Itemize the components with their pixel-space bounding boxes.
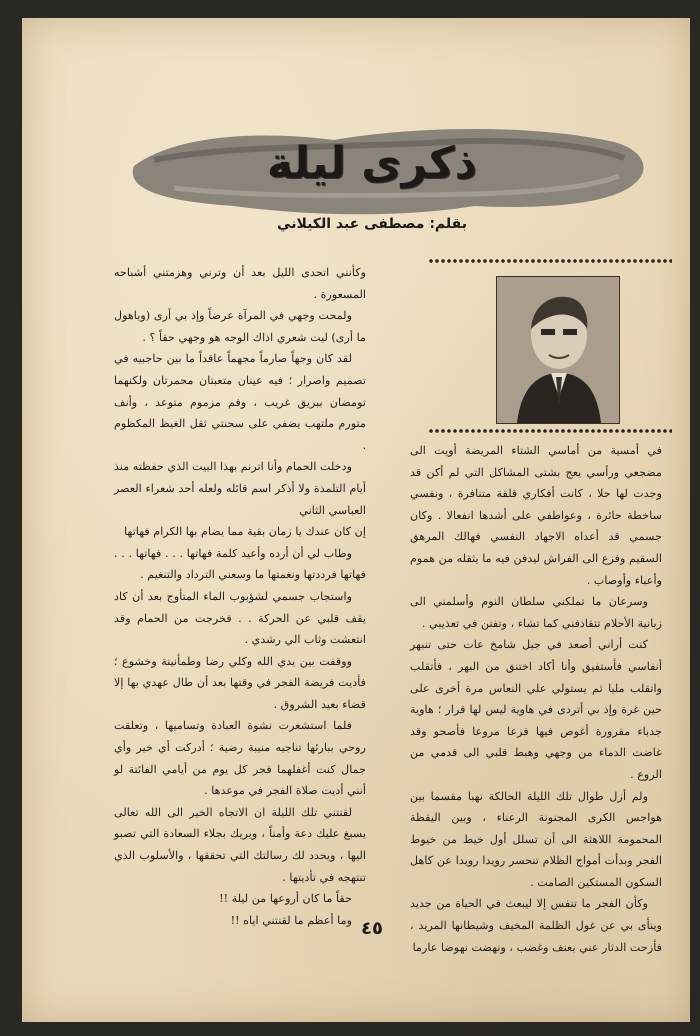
paragraph: وطاب لي أن أرده وأعيد كلمة فهاتها . . . فهاتها . . . فهاتها فرددتها ونغمتها ما وسعني الترداد والتنغيم .	[114, 546, 366, 582]
page-number: ٤٥	[361, 918, 383, 939]
paragraph: لقنتني تلك الليلة ان الاتجاه الخير الى الله تعالى يسبغ عليك دعة وأمناً ، ويريك بجلاء السعادة التي تصبو اليها ، ويحدد لك رسالتك التي تحققها ، والأسلوب الذي تنتهجه في تأديتها .	[114, 805, 366, 884]
paragraph: وكأنني اتحدى الليل بعد أن وترني وهزمتني أشباحه المسعورة .	[114, 266, 366, 301]
paragraph: لقد كان وجهاً صارماً مجهماً عاقداً ما بين حاجبيه في تصميم واصرار ؛ فيه عينان متعبتان محمرتان ولكنهما تومضان ببريق غريب ، وفم مزموم متوعد ، وأنف متورم ملتهب يضفي على سحنتي ثقل الغيظ المكظوم .	[114, 352, 366, 452]
paragraph: في أمسية من أماسي الشتاء المريضة أويت الى مضجعي ورأسي يعج بشتى المشاكل التي لم أكن قد وجدت لها حلا ، كانت أفكاري قلقة متنافرة ، ونفسي ساخطة حائرة ، وعواطفي على أشدها انفعالا . وكان جسمي قد أعداه الاجهاد النفسي فهالك المرهق السقيم وفزع الى الفراش ليدفن فيه ما يثقله من هموم وأعباء وأوصاب .	[410, 444, 662, 587]
magazine-page	[22, 18, 690, 1022]
paragraph: فلما استشعرت نشوة العبادة وتساميها ، وتعلقت روحي ببارئها تناجيه منيبة رضية ؛ أدركت أي خير وأي جمال كنت أغفلهما فجر كل يوم من أيامي الفائتة لو أنني أديت صلاة الفجر في موعدها .	[114, 719, 366, 798]
right-text-column	[410, 440, 662, 958]
author-portrait	[496, 276, 620, 424]
paragraph: كنت أراني أصعد في جبل شامخ عات حتى تنبهر أنفاسي فأستفيق وأنا أكاد اختنق من البهر ، فأتقلب واتقلب مليا ثم يستولي علي النعاس مرة أخرى على حين غرة وإذ بي أتردى في هاوية ليس لها قرار ؛ هاوية جدباء مقرورة أغوص فيها فزعا مروعا فأصحو وقد غاضت الدماء من وجهي وهبط قلبي الى قدمي من الروع .	[410, 638, 662, 781]
paragraph: وكأن الفجر ما تنفس إلا ليبعث في الحياة من جديد وينأى بي عن غول الظلمة المخيف وشيطانها المريد ، فأزحت الدثار عني بعنف وغضب ، ونهضت نهوضا عارما	[410, 897, 662, 954]
paragraph: واستجاب جسمي لشؤبوب الماء المتأوج بعد أن كاد يقف قلبي عن الحركة . . فخرجت من الحمام وقد انتعشت وثاب الي رشدي .	[114, 589, 366, 647]
ornament-divider	[428, 428, 672, 434]
closing-line: حقاً ما كان أروعها من ليلة !!	[219, 892, 352, 906]
poem-verse: إن كان عندك يا زمان بقية مما يضام بها الكرام فهاتها	[124, 525, 366, 539]
paragraph: ووقفت بين يدي الله وكلي رضا وطمأنينة وخشوع ؛ فأديت فريضة الفجر في وقتها بعد أن طال عهدي بها إلا قضاء بعيد الشروق .	[114, 654, 366, 711]
paragraph: ولم أزل طوال تلك الليلة الحالكة نهبا مقسما بين هواجس الكرى المجنونة الرعناء ، وبين اليقظة المحمومة اللاهثة الى أن تسلل أول خيط من خيوط الفجر وبدأت أمواج الظلام تنحسر رويدا رويدا عن كاهل السكون المستكين الصامت .	[410, 789, 662, 889]
ornament-divider	[428, 258, 672, 264]
paragraph: ولمحت وجهي في المرآة عرضاً وإذ بي أرى (وياهول ما أرى) ليت شعري اذاك الوجه هو وجهي حقاً ؟ .	[114, 309, 366, 344]
author-byline: بقلم: مصطفى عبد الكيلاني	[277, 216, 467, 232]
closing-line: وما أعظم ما لقنتني اياه !!	[230, 913, 352, 927]
paragraph: وسرعان ما تملكني سلطان النوم وأسلمني الى زبانية الأحلام تتقاذفني كما تشاء ، وتفتن في تعذيبي .	[410, 595, 662, 630]
article-title: ذكرى ليلة	[266, 138, 478, 189]
left-text-column	[114, 262, 366, 931]
paragraph: ودخلت الحمام وأنا اترنم بهذا البيت الذي حفظته منذ أيام التلمذة ولا أذكر اسم قائله ولعله أحد شعراء العصر العباسي الثاني	[114, 460, 366, 517]
